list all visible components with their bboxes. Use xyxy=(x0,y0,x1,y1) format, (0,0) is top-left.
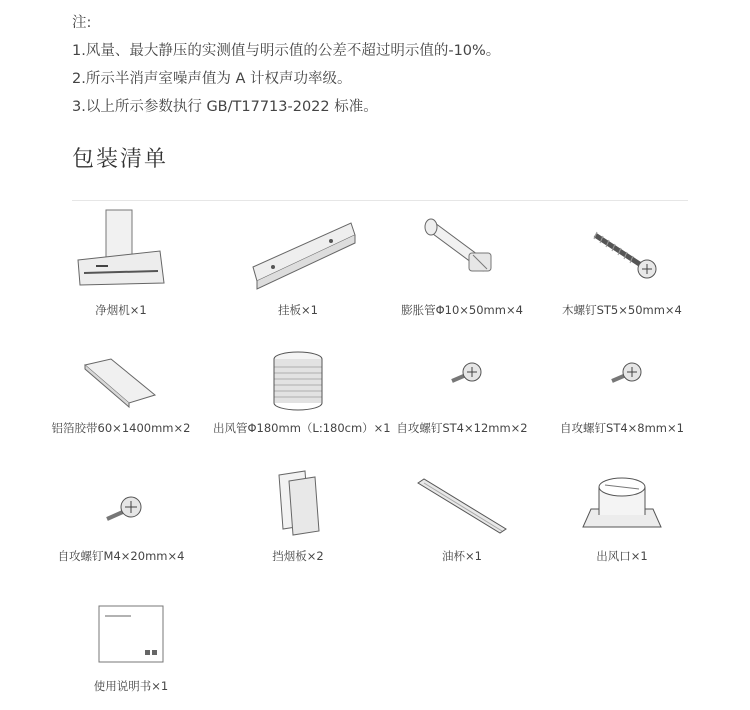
screw-icon xyxy=(582,345,662,415)
packing-item-air-outlet xyxy=(537,465,707,565)
exhaust-duct-icon xyxy=(253,345,343,415)
item-label: 使用说明书×1 xyxy=(93,679,169,693)
oil-cup-icon xyxy=(402,465,522,540)
packing-item-mounting-plate xyxy=(213,205,383,325)
item-label: 膨胀管Φ10×50mm×4 xyxy=(401,303,523,317)
foil-tape-icon xyxy=(61,345,181,415)
screw-icon xyxy=(422,345,502,415)
item-label: 自攻螺钉M4×20mm×4 xyxy=(57,549,185,563)
item-label: 挂板×1 xyxy=(278,303,318,317)
packing-item-range-hood xyxy=(36,205,206,325)
mounting-plate-icon xyxy=(233,205,363,295)
item-label: 出风口×1 xyxy=(596,549,648,563)
item-label: 木螺钉ST5×50mm×4 xyxy=(562,303,682,317)
item-label: 铝箔胶带60×1400mm×2 xyxy=(51,421,191,435)
item-label: 油杯×1 xyxy=(442,549,482,563)
notes-title: 注: xyxy=(72,15,92,31)
note-line-3: 3.以上所示参数执行 GB/T17713-2022 标准。 xyxy=(72,99,378,115)
expansion-anchor-icon xyxy=(407,205,517,295)
note-line-2: 2.所示半消声室噪声值为 A 计权声功率级。 xyxy=(72,71,352,87)
packing-item-manual xyxy=(46,600,216,700)
packing-item-expansion-anchor xyxy=(377,205,547,325)
range-hood-icon xyxy=(66,205,176,295)
section-title: 包装清单 xyxy=(72,147,169,172)
section-divider xyxy=(72,200,688,201)
packing-item-screw-st4-12 xyxy=(377,345,547,445)
note-line-1: 1.风量、最大静压的实测值与明示值的公差不超过明示值的-10%。 xyxy=(72,43,501,59)
packing-item-exhaust-duct xyxy=(213,345,391,445)
screw-icon xyxy=(81,465,161,540)
item-label: 出风管Φ180mm（L:180cm）×1 xyxy=(213,421,391,435)
notes-block xyxy=(72,12,500,124)
packing-item-screw-m4-20 xyxy=(36,465,206,565)
packing-item-smoke-baffle xyxy=(213,465,383,565)
wood-screw-icon xyxy=(567,205,677,295)
item-label: 挡烟板×2 xyxy=(272,549,324,563)
packing-item-foil-tape xyxy=(36,345,206,445)
manual-icon xyxy=(91,600,171,670)
item-label: 自攻螺钉ST4×12mm×2 xyxy=(396,421,528,435)
smoke-baffle-icon xyxy=(253,465,343,540)
packing-item-wood-screw xyxy=(537,205,707,325)
item-label: 净烟机×1 xyxy=(95,303,147,317)
packing-item-oil-cup xyxy=(377,465,547,565)
item-label: 自攻螺钉ST4×8mm×1 xyxy=(560,421,684,435)
air-outlet-icon xyxy=(567,465,677,540)
packing-item-screw-st4-8 xyxy=(537,345,707,445)
